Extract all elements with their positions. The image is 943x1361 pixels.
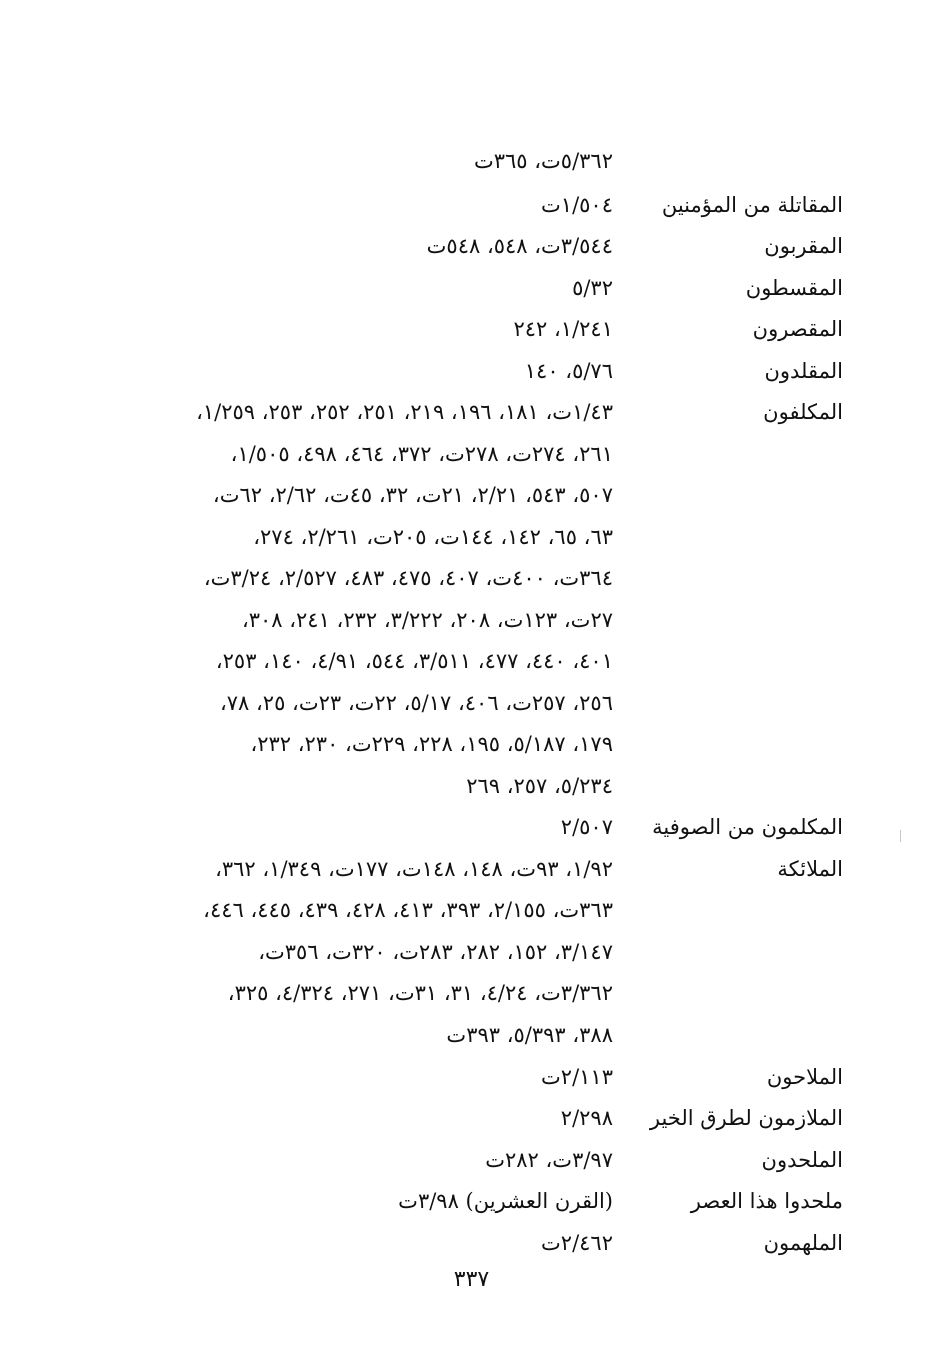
index-refs: ٥٠٧، ٥٤٣، ٢/٢١، ٢١ت، ٣٢، ٤٥ت، ٢/٦٢، ٦٢ت، (212, 483, 613, 507)
index-refs: ٢٦١، ٢٧٤ت، ٢٧٨ت، ٣٧٢، ٤٦٤، ٤٩٨، ١/٥٠٥، (230, 442, 613, 466)
index-refs: ٣/٥٤٤ت، ٥٤٨، ٥٤٨ت (426, 234, 613, 258)
index-term: المقصرون (752, 317, 843, 341)
index-refs: ٢/٢٩٨ (560, 1106, 613, 1130)
index-refs: ٢/٥٠٧ (560, 815, 613, 839)
index-refs: ٣٦٣ت، ٢/١٥٥، ٣٩٣، ٤١٣، ٤٢٨، ٤٣٩، ٤٤٥، ٤٤٦، (203, 898, 613, 922)
index-refs: ١/٩٢، ٩٣ت، ١٤٨، ١٤٨ت، ١٧٧ت، ١/٣٤٩، ٣٦٢، (215, 857, 613, 881)
margin-mark (900, 830, 901, 842)
index-refs: ٣/٩٧ت، ٢٨٢ت (485, 1148, 613, 1172)
index-refs: ٢٥٦، ٢٥٧ت، ٤٠٦، ٥/١٧، ٢٢ت، ٢٣ت، ٢٥، ٧٨، (220, 691, 613, 715)
index-refs: ٢٧ت، ١٢٣ت، ٢٠٨، ٣/٢٢٢، ٢٣٢، ٢٤١، ٣٠٨، (241, 608, 613, 632)
index-refs: ٥/٢٣٤، ٢٥٧، ٢٦٩ (466, 774, 613, 798)
index-term: ملحدوا هذا العصر (690, 1189, 843, 1213)
index-term: المقربون (764, 234, 843, 258)
index-refs: ١٧٩، ٥/١٨٧، ١٩٥، ٢٢٨، ٢٢٩ت، ٢٣٠، ٢٣٢، (250, 732, 613, 756)
index-refs: ٤٠١، ٤٤٠، ٤٧٧، ٣/٥١١، ٥٤٤، ٤/٩١، ١٤٠، ٢٥٣، (215, 649, 613, 673)
index-refs: ٥/٧٦، ١٤٠ (524, 359, 613, 383)
index-refs: (القرن العشرين) ٣/٩٨ت (398, 1189, 613, 1213)
index-term: المقاتلة من المؤمنين (661, 193, 843, 217)
index-term: الملحدون (761, 1148, 843, 1172)
index-refs: ٣/٣٦٢ت، ٤/٢٤، ٣١، ٣١ت، ٢٧١، ٤/٣٢٤، ٣٢٥، (227, 981, 613, 1005)
index-refs: ١/٢٤١، ٢٤٢ (513, 317, 613, 341)
index-refs: ٥/٣٢ (572, 276, 613, 300)
index-term: المكلمون من الصوفية (652, 815, 843, 839)
index-term: الملائكة (777, 857, 843, 881)
index-term: الملازمون لطرق الخير (649, 1106, 843, 1130)
index-refs: ٢/١١٣ت (541, 1065, 613, 1089)
index-refs: ١/٥٠٤ت (541, 193, 613, 217)
index-refs: ٣٨٨، ٥/٣٩٣، ٣٩٣ت (446, 1023, 613, 1047)
index-refs: ٣٦٤ت، ٤٠٠ت، ٤٠٧، ٤٧٥، ٤٨٣، ٢/٥٢٧، ٣/٢٤ت، (203, 566, 613, 590)
page-number: ٣٣٧ (453, 1267, 490, 1292)
index-term: الملاحون (766, 1065, 843, 1089)
continuation-refs: ٥/٣٦٢ت، ٣٦٥ت (473, 149, 613, 173)
index-refs: ٣/١٤٧، ١٥٢، ٢٨٢، ٢٨٣ت، ٣٢٠ت، ٣٥٦ت، (258, 940, 613, 964)
index-refs: ١/٤٣ت، ١٨١، ١٩٦، ٢١٩، ٢٥١، ٢٥٢، ٢٥٣، ١/٢٥٩، (196, 400, 613, 424)
index-refs: ٦٣، ٦٥، ١٤٢، ١٤٤ت، ٢٠٥ت، ٢/٢٦١، ٢٧٤، (253, 525, 613, 549)
index-term: المقسطون (745, 276, 843, 300)
index-refs: ٢/٤٦٢ت (541, 1231, 613, 1255)
index-term: المقلدون (764, 359, 843, 383)
index-term: المكلفون (763, 400, 843, 424)
index-term: الملهمون (763, 1231, 843, 1255)
